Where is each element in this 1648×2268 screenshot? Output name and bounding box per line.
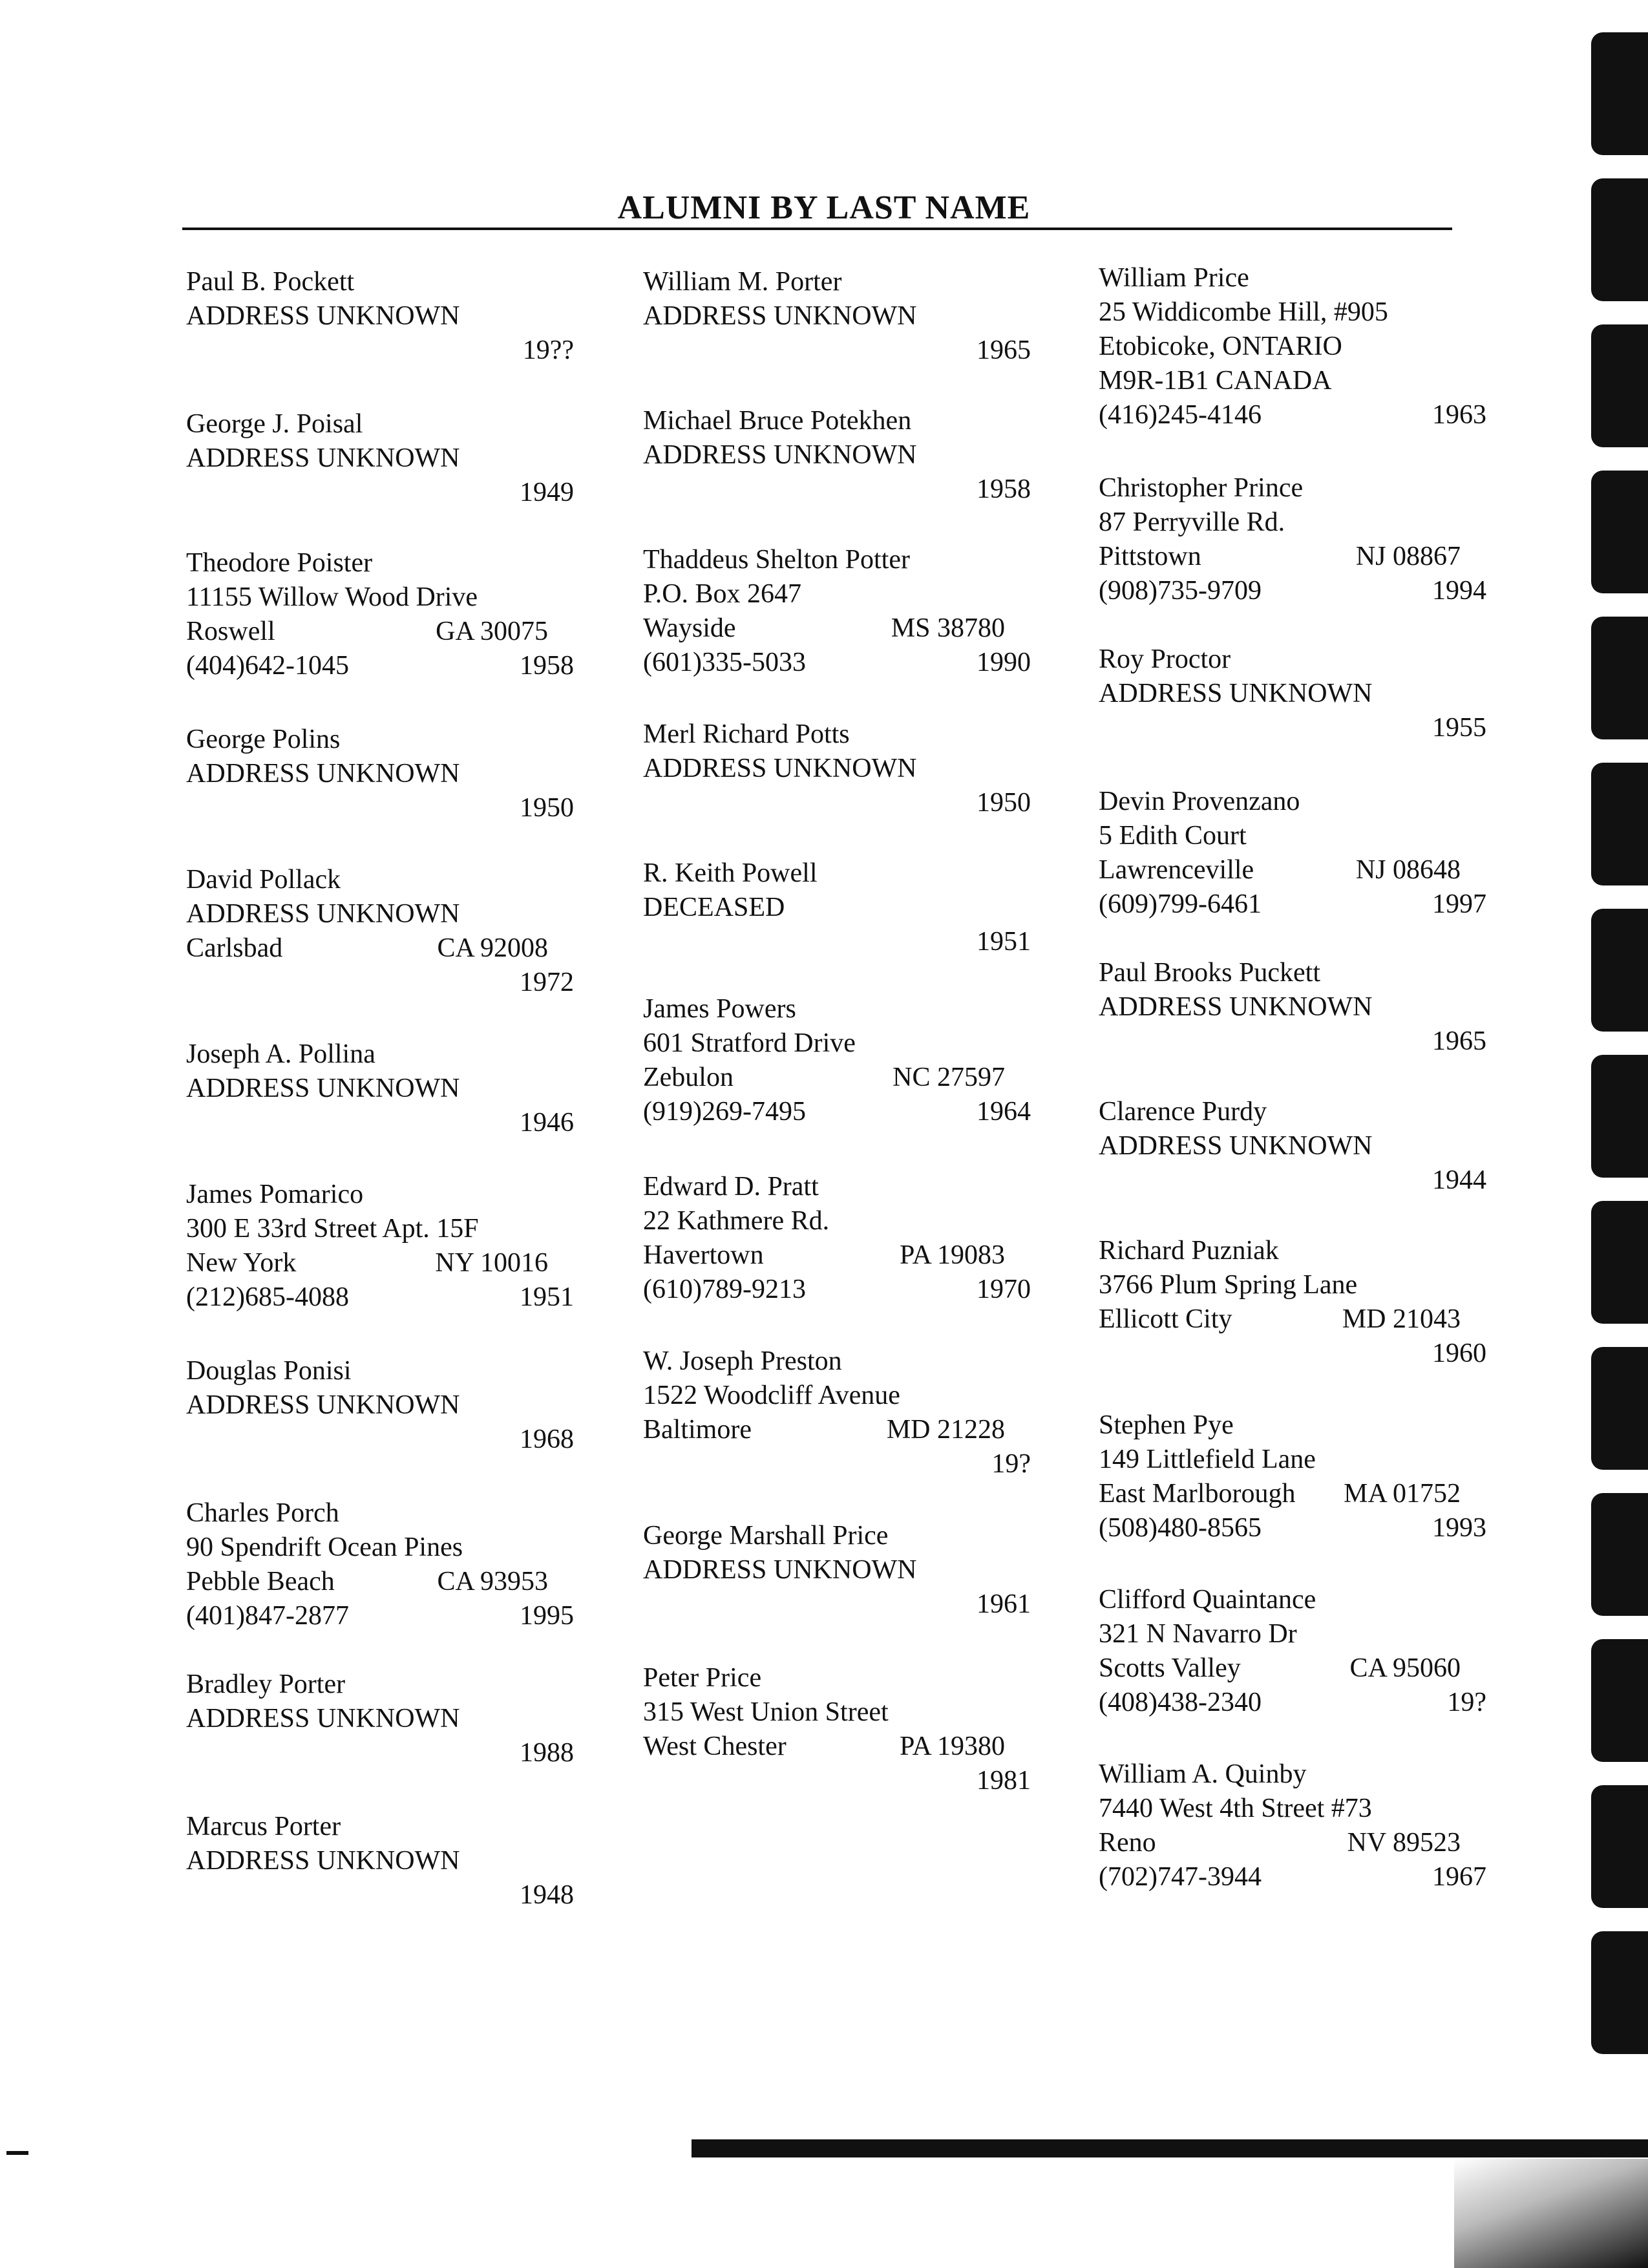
alumni-name: Edward D. Pratt (643, 1172, 819, 1202)
address-line: 90 Spendrift Ocean Pines (186, 1532, 463, 1562)
alumni-name: Marcus Porter (186, 1812, 341, 1841)
state-zip: CA 93953 (437, 1567, 548, 1596)
address-line: 25 Widdicombe Hill, #905 (1099, 297, 1388, 327)
city-state-row (643, 1413, 1031, 1447)
alumni-entry (643, 1170, 1031, 1307)
phone-number: (401)847-2877 (186, 1601, 349, 1631)
state-zip: MA 01752 (1344, 1479, 1461, 1509)
address-line: 321 N Navarro Dr (1099, 1619, 1297, 1649)
city: Havertown (643, 1240, 764, 1270)
alumni-entry (186, 407, 574, 510)
alumni-name: Merl Richard Potts (643, 719, 850, 749)
scan-mark (6, 2151, 28, 2155)
alumni-entry (1099, 956, 1486, 1059)
address-line: DECEASED (643, 893, 785, 922)
city-state-row (186, 1246, 574, 1280)
alumni-name: Clarence Purdy (1099, 1097, 1267, 1127)
phone-year-row (186, 1599, 574, 1633)
address-line: ADDRESS UNKNOWN (186, 443, 460, 473)
alumni-name: James Powers (643, 994, 796, 1024)
city-state-row (186, 931, 574, 966)
city: Scotts Valley (1099, 1653, 1241, 1683)
spiral-binding (1583, 0, 1648, 2120)
alumni-name: George J. Poisal (186, 409, 363, 439)
graduation-year: 1965 (1432, 1026, 1486, 1056)
address-line: P.O. Box 2647 (643, 579, 802, 609)
alumni-name: Roy Proctor (1099, 644, 1231, 674)
alumni-entry (643, 717, 1031, 820)
state-zip: PA 19380 (899, 1732, 1005, 1761)
title-rule (182, 228, 1452, 230)
city: Pebble Beach (186, 1567, 335, 1596)
state-zip: NC 27597 (893, 1063, 1005, 1092)
address-line: ADDRESS UNKNOWN (1099, 679, 1373, 708)
address-line: M9R-1B1 CANADA (1099, 366, 1332, 396)
binding-tab (1591, 178, 1648, 301)
phone-number: (702)747-3944 (1099, 1862, 1262, 1892)
phone-year-row (1099, 1686, 1486, 1720)
city: Roswell (186, 617, 275, 646)
phone-number: (408)438-2340 (1099, 1688, 1262, 1717)
address-line: ADDRESS UNKNOWN (643, 1555, 917, 1585)
city: Carlsbad (186, 933, 283, 963)
alumni-entry (186, 1178, 574, 1315)
graduation-year: 19? (1447, 1688, 1486, 1717)
binding-tab (1591, 1055, 1648, 1178)
binding-tab (1591, 1931, 1648, 2054)
phone-year-row (1099, 887, 1486, 922)
graduation-year: 1967 (1432, 1862, 1486, 1892)
alumni-entry (1099, 642, 1486, 745)
phone-year-row (643, 1273, 1031, 1307)
alumni-entry (643, 543, 1031, 680)
alumni-entry (186, 1810, 574, 1913)
address-line: ADDRESS UNKNOWN (186, 1390, 460, 1420)
alumni-entry (186, 1354, 574, 1457)
alumni-name: Charles Porch (186, 1498, 339, 1528)
phone-year-row (1099, 1860, 1486, 1894)
graduation-year: 1950 (977, 788, 1031, 818)
graduation-year: 1948 (520, 1880, 574, 1910)
graduation-year: 1949 (520, 478, 574, 507)
phone-year-row (186, 1280, 574, 1315)
address-line: ADDRESS UNKNOWN (186, 899, 460, 929)
city-state-row (1099, 1477, 1486, 1511)
city-state-row (1099, 1826, 1486, 1860)
phone-number: (404)642-1045 (186, 651, 349, 681)
graduation-year: 1955 (1432, 713, 1486, 743)
alumni-name: Stephen Pye (1099, 1410, 1234, 1440)
graduation-year: 1963 (1432, 400, 1486, 430)
phone-number: (508)480-8565 (1099, 1513, 1262, 1543)
city: Reno (1099, 1828, 1156, 1858)
binding-tab (1591, 1639, 1648, 1762)
address-line: ADDRESS UNKNOWN (186, 301, 460, 331)
alumni-name: Theodore Poister (186, 548, 373, 578)
alumni-entry (643, 1344, 1031, 1481)
phone-year-row (1099, 1511, 1486, 1545)
alumni-entry (186, 723, 574, 825)
alumni-entry (643, 1519, 1031, 1622)
alumni-name: Michael Bruce Potekhen (643, 406, 912, 436)
alumni-entry (186, 265, 574, 368)
graduation-year: 1946 (520, 1108, 574, 1138)
graduation-year: 19?? (522, 335, 574, 365)
state-zip: MD 21228 (886, 1415, 1005, 1445)
address-line: 22 Kathmere Rd. (643, 1206, 830, 1236)
address-line: 3766 Plum Spring Lane (1099, 1270, 1358, 1300)
graduation-year: 19? (991, 1449, 1031, 1479)
address-line: ADDRESS UNKNOWN (186, 759, 460, 789)
scan-edge-bar (692, 2139, 1648, 2157)
phone-number: (919)269-7495 (643, 1097, 806, 1127)
alumni-entry (643, 992, 1031, 1129)
alumni-name: James Pomarico (186, 1180, 364, 1209)
phone-year-row (643, 1095, 1031, 1129)
phone-number: (908)735-9709 (1099, 576, 1262, 606)
address-line: ADDRESS UNKNOWN (186, 1846, 460, 1876)
alumni-name: Paul Brooks Puckett (1099, 958, 1320, 988)
alumni-entry (1099, 1757, 1486, 1894)
city-state-row (1099, 1651, 1486, 1686)
binding-tab (1591, 617, 1648, 739)
state-zip: GA 30075 (436, 617, 548, 646)
graduation-year: 1968 (520, 1425, 574, 1454)
phone-number: (601)335-5033 (643, 648, 806, 677)
alumni-column-2 (643, 265, 1031, 1816)
city-state-row (1099, 540, 1486, 574)
state-zip: CA 95060 (1349, 1653, 1461, 1683)
alumni-entry (1099, 1234, 1486, 1371)
graduation-year: 1951 (977, 927, 1031, 957)
phone-number: (609)799-6461 (1099, 889, 1262, 919)
graduation-year: 1951 (520, 1282, 574, 1312)
page-title: ALUMNI BY LAST NAME (617, 189, 1031, 226)
city-state-row (643, 611, 1031, 646)
state-zip: PA 19083 (899, 1240, 1005, 1270)
alumni-name: Clifford Quaintance (1099, 1585, 1316, 1615)
alumni-entry (1099, 1408, 1486, 1545)
binding-tab (1591, 471, 1648, 593)
city: Lawrenceville (1099, 855, 1254, 885)
alumni-entry (186, 546, 574, 683)
address-line: ADDRESS UNKNOWN (186, 1704, 460, 1733)
binding-tab (1591, 32, 1648, 155)
graduation-year: 1960 (1432, 1339, 1486, 1368)
city-state-row (643, 1730, 1031, 1764)
binding-tab (1591, 1785, 1648, 1908)
phone-number: (416)245-4146 (1099, 400, 1262, 430)
address-line: 315 West Union Street (643, 1697, 889, 1727)
address-line: 300 E 33rd Street Apt. 15F (186, 1214, 479, 1244)
scan-corner-shadow (1454, 2159, 1648, 2268)
binding-tab (1591, 763, 1648, 885)
city: Ellicott City (1099, 1304, 1232, 1334)
city: Wayside (643, 613, 736, 643)
alumni-name: Joseph A. Pollina (186, 1039, 375, 1069)
address-line: ADDRESS UNKNOWN (186, 1074, 460, 1103)
address-line: ADDRESS UNKNOWN (1099, 992, 1373, 1022)
alumni-entry (186, 863, 574, 1000)
alumni-name: R. Keith Powell (643, 858, 818, 888)
graduation-year: 1950 (520, 793, 574, 823)
graduation-year: 1965 (977, 335, 1031, 365)
alumni-entry (643, 1661, 1031, 1798)
graduation-year: 1988 (520, 1738, 574, 1768)
address-line: ADDRESS UNKNOWN (643, 301, 917, 331)
alumni-name: W. Joseph Preston (643, 1346, 842, 1376)
alumni-column-1 (186, 265, 574, 1945)
phone-year-row (1099, 398, 1486, 432)
address-line: 7440 West 4th Street #73 (1099, 1794, 1372, 1823)
alumni-name: Richard Puzniak (1099, 1236, 1279, 1266)
city-state-row (1099, 1302, 1486, 1337)
alumni-entry (643, 856, 1031, 959)
graduation-year: 1993 (1432, 1513, 1486, 1543)
graduation-year: 1964 (977, 1097, 1031, 1127)
city: West Chester (643, 1732, 787, 1761)
alumni-name: Christopher Prince (1099, 473, 1304, 503)
state-zip: MS 38780 (891, 613, 1005, 643)
address-line: 1522 Woodcliff Avenue (643, 1381, 900, 1410)
graduation-year: 1995 (520, 1601, 574, 1631)
state-zip: NY 10016 (435, 1248, 548, 1278)
city: Baltimore (643, 1415, 752, 1445)
alumni-entry (186, 1668, 574, 1770)
graduation-year: 1944 (1432, 1165, 1486, 1195)
alumni-entry (186, 1496, 574, 1633)
state-zip: CA 92008 (437, 933, 548, 963)
graduation-year: 1972 (520, 968, 574, 997)
alumni-entry (1099, 1583, 1486, 1720)
alumni-name: William M. Porter (643, 267, 842, 297)
alumni-entry (1099, 471, 1486, 608)
graduation-year: 1970 (977, 1275, 1031, 1304)
address-line: ADDRESS UNKNOWN (643, 440, 917, 470)
alumni-name: George Polins (186, 725, 341, 754)
address-line: 87 Perryville Rd. (1099, 507, 1285, 537)
address-line: 11155 Willow Wood Drive (186, 582, 478, 612)
graduation-year: 1958 (977, 474, 1031, 504)
graduation-year: 1994 (1432, 576, 1486, 606)
binding-tab (1591, 1347, 1648, 1470)
alumni-name: Paul B. Pockett (186, 267, 355, 297)
binding-tab (1591, 1201, 1648, 1324)
alumni-entry (643, 404, 1031, 507)
address-line: 5 Edith Court (1099, 821, 1247, 851)
address-line: ADDRESS UNKNOWN (1099, 1131, 1373, 1161)
alumni-entry (186, 1037, 574, 1140)
state-zip: NV 89523 (1347, 1828, 1461, 1858)
state-zip: NJ 08867 (1355, 542, 1461, 571)
alumni-entry (1099, 785, 1486, 922)
city: New York (186, 1248, 297, 1278)
city-state-row (1099, 853, 1486, 887)
address-line: 149 Littlefield Lane (1099, 1445, 1316, 1474)
state-zip: MD 21043 (1342, 1304, 1461, 1334)
city-state-row (643, 1061, 1031, 1095)
alumni-name: Douglas Ponisi (186, 1356, 352, 1386)
graduation-year: 1981 (977, 1766, 1031, 1796)
phone-year-row (1099, 574, 1486, 608)
address-line: Etobicoke, ONTARIO (1099, 332, 1342, 361)
city-state-row (186, 615, 574, 649)
alumni-entry (1099, 1095, 1486, 1198)
city: Pittstown (1099, 542, 1201, 571)
graduation-year: 1961 (977, 1589, 1031, 1619)
alumni-column-3 (1099, 261, 1486, 1916)
phone-year-row (186, 649, 574, 683)
alumni-entry (1099, 261, 1486, 432)
city-state-row (643, 1238, 1031, 1273)
phone-year-row (643, 646, 1031, 680)
binding-tab (1591, 324, 1648, 447)
alumni-entry (643, 265, 1031, 368)
graduation-year: 1990 (977, 648, 1031, 677)
binding-tab (1591, 1493, 1648, 1616)
city: East Marlborough (1099, 1479, 1296, 1509)
graduation-year: 1997 (1432, 889, 1486, 919)
alumni-name: Peter Price (643, 1663, 762, 1693)
city-state-row (186, 1565, 574, 1599)
alumni-name: Devin Provenzano (1099, 787, 1300, 816)
city: Zebulon (643, 1063, 734, 1092)
state-zip: NJ 08648 (1355, 855, 1461, 885)
alumni-name: William A. Quinby (1099, 1759, 1307, 1789)
alumni-name: George Marshall Price (643, 1521, 889, 1551)
phone-number: (610)789-9213 (643, 1275, 806, 1304)
address-line: 601 Stratford Drive (643, 1028, 856, 1058)
alumni-name: William Price (1099, 263, 1249, 293)
binding-tab (1591, 909, 1648, 1032)
alumni-name: Thaddeus Shelton Potter (643, 545, 910, 575)
graduation-year: 1958 (520, 651, 574, 681)
alumni-name: Bradley Porter (186, 1669, 346, 1699)
phone-number: (212)685-4088 (186, 1282, 349, 1312)
address-line: ADDRESS UNKNOWN (643, 754, 917, 783)
alumni-name: David Pollack (186, 865, 341, 895)
